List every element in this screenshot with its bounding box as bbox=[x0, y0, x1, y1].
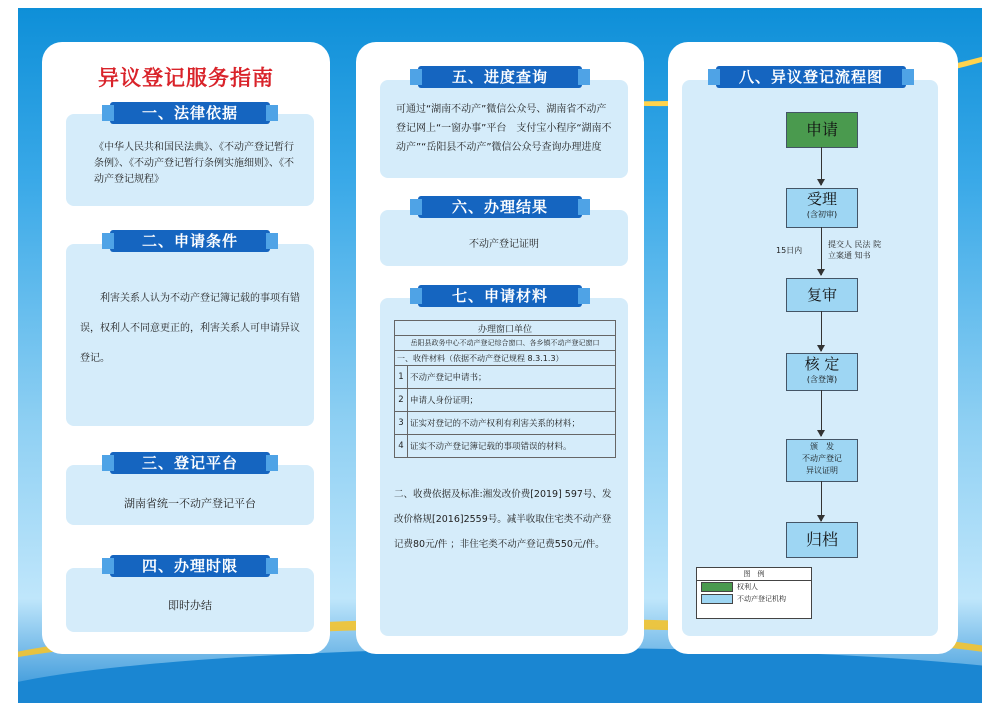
flow-node-issue bbox=[786, 439, 858, 482]
accept-sub: (含初审) bbox=[806, 210, 838, 219]
flow-side-left: 15日内 bbox=[776, 246, 803, 255]
flow-arrow bbox=[821, 311, 822, 351]
section-tag-legal-basis: 一、法律依据 bbox=[110, 102, 270, 124]
row-number: 3 bbox=[395, 412, 408, 435]
table-row bbox=[395, 389, 616, 412]
legend-item bbox=[697, 581, 811, 593]
flow-node-review: 复审 bbox=[786, 278, 858, 312]
side-right-line2: 立案通 知书 bbox=[828, 251, 871, 260]
table-row bbox=[395, 412, 616, 435]
conditions-text: 利害关系人认为不动产登记簿记载的事项有错误，权利人不同意更正的，利害关系人可申请异议登记。 bbox=[80, 293, 300, 364]
table-subheader: 岳阳县政务中心不动产登记综合窗口、各乡镇不动产登记窗口 bbox=[395, 336, 616, 351]
platform-text: 湖南省统一不动产登记平台 bbox=[124, 497, 256, 510]
time-limit-text: 即时办结 bbox=[168, 599, 212, 612]
flow-node-archive: 归档 bbox=[786, 522, 858, 558]
row-text: 申请人身份证明； bbox=[408, 389, 616, 412]
issue-line3: 异议证明 bbox=[806, 466, 838, 475]
verify-sub: (含登簿) bbox=[806, 375, 838, 384]
section-tag-platform: 三、登记平台 bbox=[110, 452, 270, 474]
legal-basis-box bbox=[66, 114, 314, 206]
materials-title: 一、收件材料（依据不动产登记规程 8.3.1.3） bbox=[395, 351, 616, 366]
flow-arrow bbox=[821, 390, 822, 436]
section-tag-progress: 五、进度查询 bbox=[418, 66, 582, 88]
section-tag-materials: 七、申请材料 bbox=[418, 285, 582, 307]
right-panel bbox=[668, 42, 958, 654]
progress-box bbox=[380, 80, 628, 178]
row-number: 1 bbox=[395, 366, 408, 389]
flow-node-apply: 申请 bbox=[786, 112, 858, 148]
materials-table bbox=[394, 320, 616, 458]
accept-label: 受理 bbox=[806, 190, 837, 208]
left-panel bbox=[42, 42, 330, 654]
section-tag-time-limit: 四、办理时限 bbox=[110, 555, 270, 577]
flow-node-accept bbox=[786, 188, 858, 228]
legend-item bbox=[697, 593, 811, 605]
legend-label: 不动产登记机构 bbox=[737, 595, 786, 603]
issue-line1: 颁 发 bbox=[810, 442, 834, 451]
table-header: 办理窗口单位 bbox=[395, 321, 616, 336]
row-number: 2 bbox=[395, 389, 408, 412]
section-tag-result: 六、办理结果 bbox=[418, 196, 582, 218]
row-text: 不动产登记申请书； bbox=[408, 366, 616, 389]
row-number: 4 bbox=[395, 435, 408, 458]
section-tag-flowchart: 八、异议登记流程图 bbox=[716, 66, 906, 88]
flow-arrow bbox=[821, 227, 822, 275]
legend bbox=[696, 567, 812, 619]
side-right-line1: 提交人 民法 院 bbox=[828, 240, 882, 249]
issue-line2: 不动产登记 bbox=[802, 454, 842, 463]
section-tag-conditions: 二、申请条件 bbox=[110, 230, 270, 252]
flow-arrow bbox=[821, 147, 822, 185]
time-limit-box bbox=[66, 568, 314, 632]
legal-basis-text: 《中华人民共和国民法典》、《不动产登记暂行条例》、《不动产登记暂行条例实施细则》、《不动产登记规程》 bbox=[94, 142, 294, 185]
progress-text: 可通过“湖南不动产”微信公众号、湖南省不动产登记网上“一窗办事”平台 支付宝小程序“湖南不动产”“岳阳县不动产”微信公众号查询办理进度 bbox=[396, 104, 612, 153]
legend-swatch-blue bbox=[701, 594, 733, 604]
row-text: 证实不动产登记簿记载的事项错误的材料。 bbox=[408, 435, 616, 458]
legend-label: 权利人 bbox=[737, 583, 758, 591]
result-box bbox=[380, 210, 628, 266]
middle-panel bbox=[356, 42, 644, 654]
table-row bbox=[395, 366, 616, 389]
flow-side-right bbox=[828, 239, 881, 261]
conditions-box bbox=[66, 244, 314, 426]
verify-label: 核 定 bbox=[804, 355, 840, 373]
flow-node-verify bbox=[786, 353, 858, 391]
result-text: 不动产登记证明 bbox=[469, 239, 539, 250]
page-title: 异议登记服务指南 bbox=[98, 66, 274, 90]
platform-box bbox=[66, 465, 314, 525]
legend-title: 图 例 bbox=[697, 568, 811, 581]
row-text: 证实对登记的不动产权利有利害关系的材料； bbox=[408, 412, 616, 435]
table-row bbox=[395, 435, 616, 458]
fees-text: 二、收费依据及标准:湘发改价费[2019] 597号、发改价格规[2016]2559号。减半收取住宅类不动产登记费80元/件 ；非住宅类不动产登记费550元/件。 bbox=[394, 489, 612, 550]
flow-arrow bbox=[821, 481, 822, 521]
legend-swatch-green bbox=[701, 582, 733, 592]
